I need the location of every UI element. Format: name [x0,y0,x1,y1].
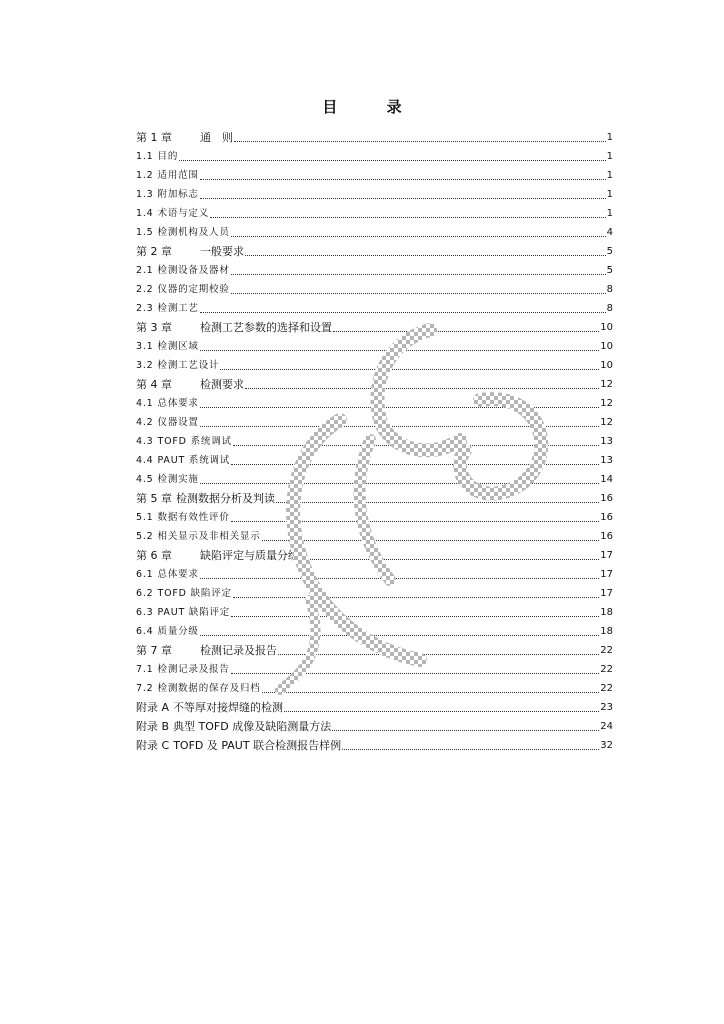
toc-page-number: 12 [600,417,613,428]
toc-page-number: 1 [606,132,613,143]
toc-entry-label [136,208,209,220]
toc-page-number: 1 [606,170,613,181]
toc-entry-text: 总体要求 [157,569,199,580]
toc-page-number: 32 [600,740,613,751]
toc-entry-label [136,189,199,201]
dot-leader [231,520,600,522]
toc-section-entry[interactable] [136,144,613,163]
toc-page-number: 12 [600,398,613,409]
toc-entry-text: 不等厚对接焊缝的检测 [173,701,284,714]
toc-page-number: 22 [600,683,613,694]
toc-entry-label [136,417,199,429]
toc-entry-label [136,721,331,733]
toc-entry-text: 检测记录及报告 [200,644,277,657]
toc-entry-label [136,360,219,372]
toc-page-number: 24 [600,721,613,732]
dot-leader [231,615,599,617]
toc-entry-number: 1.1 [136,151,154,162]
toc-entry-text: TOFD 系统调试 [157,436,232,447]
dot-leader [231,235,606,237]
toc-page-number: 17 [600,569,613,580]
toc-entry-text: 总体要求 [157,398,199,409]
toc-section-entry[interactable] [136,657,613,676]
dot-leader [300,558,599,560]
toc-entry-text: TOFD 缺陷评定 [157,588,232,599]
toc-entry-label [136,626,199,638]
toc-entry-label [136,493,275,505]
toc-section-entry[interactable] [136,277,613,296]
toc-entry-text: 数据有效性评价 [157,512,230,523]
toc-entry-text: 检测数据分析及判读 [176,492,275,505]
toc-entry-label [136,246,244,258]
toc-entry-text: TOFD 及 PAUT 联合检测报告样例 [173,739,342,752]
toc-page-number: 22 [600,645,613,656]
toc-page-number: 8 [606,303,613,314]
toc-entry-text: PAUT 缺陷评定 [157,607,231,618]
toc-entry-label [136,132,233,144]
toc-chapter-entry[interactable] [136,543,613,562]
toc-entry-number: 第 4 章 [136,378,172,391]
toc-entry-label [136,531,261,543]
page-title: 目 录 [322,98,424,116]
toc-entry-label [136,550,299,562]
toc-section-entry[interactable] [136,505,613,524]
toc-page-number: 14 [600,474,613,485]
dot-leader [234,140,606,142]
dot-leader [220,368,599,370]
dot-leader [200,425,600,427]
dot-leader [200,311,606,313]
toc-entry-text: 检测设备及器材 [157,265,230,276]
dot-leader [231,273,606,275]
toc-entry-text: 术语与定义 [157,208,210,219]
toc-entry-label [136,436,232,448]
toc-entry-number: 4.5 [136,474,154,485]
toc-chapter-entry[interactable] [136,125,613,144]
toc-entry-text: 检测记录及报告 [157,664,230,675]
toc-page-number: 5 [606,265,613,276]
dot-leader [262,691,600,693]
toc-entry-number: 2.3 [136,303,154,314]
toc-entry-text: 目的 [157,151,179,162]
table-of-contents [136,125,613,752]
toc-section-entry[interactable] [136,562,613,581]
dot-leader [200,406,600,408]
toc-entry-number: 1.2 [136,170,154,181]
toc-entry-text: 仪器的定期校验 [157,284,230,295]
toc-entry-text: 附加标志 [157,189,199,200]
toc-section-entry[interactable] [136,600,613,619]
toc-entry-number: 6.3 [136,607,154,618]
toc-entry-label [136,455,230,467]
toc-page-number: 10 [600,341,613,352]
dot-leader [233,596,599,598]
toc-entry-number: 第 3 章 [136,321,172,334]
toc-entry-number: 附录 C [136,739,170,752]
toc-section-entry[interactable] [136,581,613,600]
toc-entry-number: 2.2 [136,284,154,295]
toc-page-number: 18 [600,626,613,637]
toc-page-number: 10 [600,360,613,371]
toc-page-number: 5 [606,246,613,257]
toc-chapter-entry[interactable] [136,733,613,752]
toc-entry-number: 5.2 [136,531,154,542]
dot-leader [200,634,600,636]
toc-section-entry[interactable] [136,296,613,315]
toc-entry-label [136,645,277,657]
toc-entry-label [136,607,230,619]
toc-entry-number: 6.2 [136,588,154,599]
dot-leader [245,254,606,256]
toc-entry-label [136,151,178,163]
toc-page-number: 16 [600,531,613,542]
toc-entry-text: 检测机构及人员 [157,227,230,238]
toc-section-entry[interactable] [136,201,613,220]
toc-section-entry[interactable] [136,220,613,239]
toc-entry-text: 检测数据的保存及归档 [157,683,261,694]
toc-entry-label [136,265,230,277]
toc-section-entry[interactable] [136,334,613,353]
toc-chapter-entry[interactable] [136,372,613,391]
toc-page-number: 1 [606,151,613,162]
dot-leader [233,444,599,446]
toc-entry-text: 适用范围 [157,170,199,181]
dot-leader [231,672,600,674]
dot-leader [276,501,599,503]
toc-section-entry[interactable] [136,467,613,486]
toc-entry-text: 检测实施 [157,474,199,485]
toc-entry-text: 检测工艺参数的选择和设置 [200,321,332,334]
toc-section-entry[interactable] [136,182,613,201]
toc-section-entry[interactable] [136,163,613,182]
toc-entry-text: 检测工艺 [157,303,199,314]
toc-section-entry[interactable] [136,258,613,277]
toc-entry-number: 第 5 章 [136,492,172,505]
toc-page-number: 13 [600,455,613,466]
toc-section-entry[interactable] [136,448,613,467]
toc-entry-number: 4.2 [136,417,154,428]
toc-section-entry[interactable] [136,429,613,448]
toc-entry-number: 第 2 章 [136,245,172,258]
toc-section-entry[interactable] [136,524,613,543]
dot-leader [200,197,606,199]
toc-entry-number: 1.4 [136,208,154,219]
toc-chapter-entry[interactable] [136,239,613,258]
toc-chapter-entry[interactable] [136,486,613,505]
toc-entry-number: 6.4 [136,626,154,637]
dot-leader [200,482,600,484]
toc-entry-label [136,341,199,353]
toc-entry-text: 检测工艺设计 [157,360,220,371]
toc-entry-text: 一般要求 [200,245,244,258]
toc-entry-label [136,512,230,524]
toc-entry-number: 第 1 章 [136,131,172,144]
toc-entry-number: 4.4 [136,455,154,466]
toc-page-number: 13 [600,436,613,447]
dot-leader [200,577,600,579]
toc-entry-number: 6.1 [136,569,154,580]
toc-entry-label [136,474,199,486]
toc-entry-number: 附录 B [136,720,170,733]
toc-chapter-entry[interactable] [136,714,613,733]
toc-entry-text: 仪器设置 [157,417,199,428]
toc-entry-label [136,303,199,315]
toc-section-entry[interactable] [136,410,613,429]
toc-page-number: 10 [600,322,613,333]
dot-leader [333,330,599,332]
toc-entry-number: 2.1 [136,265,154,276]
toc-page-number: 17 [600,550,613,561]
toc-page-number: 23 [600,702,613,713]
dot-leader [262,539,600,541]
toc-entry-label [136,379,244,391]
dot-leader [245,387,599,389]
toc-chapter-entry[interactable] [136,695,613,714]
toc-entry-number: 5.1 [136,512,154,523]
toc-page-number: 8 [606,284,613,295]
toc-entry-label [136,664,230,676]
toc-section-entry[interactable] [136,391,613,410]
toc-entry-number: 附录 A [136,701,170,714]
toc-page-number: 18 [600,607,613,618]
toc-page-number: 1 [606,208,613,219]
toc-section-entry[interactable] [136,619,613,638]
dot-leader [200,178,606,180]
dot-leader [231,292,606,294]
toc-entry-label [136,322,332,334]
toc-section-entry[interactable] [136,676,613,695]
toc-chapter-entry[interactable] [136,638,613,657]
toc-page-number: 22 [600,664,613,675]
dot-leader [278,653,599,655]
toc-entry-number: 3.2 [136,360,154,371]
dot-leader [342,748,599,750]
dot-leader [332,729,599,731]
toc-entry-label [136,588,232,600]
toc-entry-label [136,398,199,410]
toc-entry-label [136,284,230,296]
toc-page-number: 1 [606,189,613,200]
toc-entry-number: 第 6 章 [136,549,172,562]
toc-entry-text: 质量分级 [157,626,199,637]
toc-page-number: 17 [600,588,613,599]
toc-entry-number: 7.1 [136,664,154,675]
toc-page-number: 16 [600,512,613,523]
toc-chapter-entry[interactable] [136,315,613,334]
toc-entry-text: PAUT 系统调试 [157,455,231,466]
dot-leader [200,349,600,351]
dot-leader [231,463,599,465]
toc-entry-number: 4.1 [136,398,154,409]
toc-page-number: 12 [600,379,613,390]
toc-entry-label [136,227,230,239]
toc-entry-label [136,702,283,714]
toc-entry-number: 3.1 [136,341,154,352]
toc-entry-text: 通 则 [200,131,233,144]
toc-entry-text: 缺陷评定与质量分级 [200,549,299,562]
toc-entry-text: 典型 TOFD 成像及缺陷测量方法 [173,720,332,733]
dot-leader [284,710,599,712]
toc-entry-label [136,569,199,581]
toc-entry-label [136,170,199,182]
toc-entry-number: 7.2 [136,683,154,694]
toc-entry-text: 检测区域 [157,341,199,352]
toc-entry-number: 4.3 [136,436,154,447]
toc-entry-number: 第 7 章 [136,644,172,657]
dot-leader [179,159,606,161]
toc-page-number: 4 [606,227,613,238]
toc-entry-label [136,683,261,695]
toc-entry-text: 检测要求 [200,378,244,391]
toc-entry-number: 1.5 [136,227,154,238]
toc-entry-text: 相关显示及非相关显示 [157,531,261,542]
toc-page-number: 16 [600,493,613,504]
toc-section-entry[interactable] [136,353,613,372]
toc-entry-label [136,740,341,752]
dot-leader [210,216,606,218]
toc-entry-number: 1.3 [136,189,154,200]
